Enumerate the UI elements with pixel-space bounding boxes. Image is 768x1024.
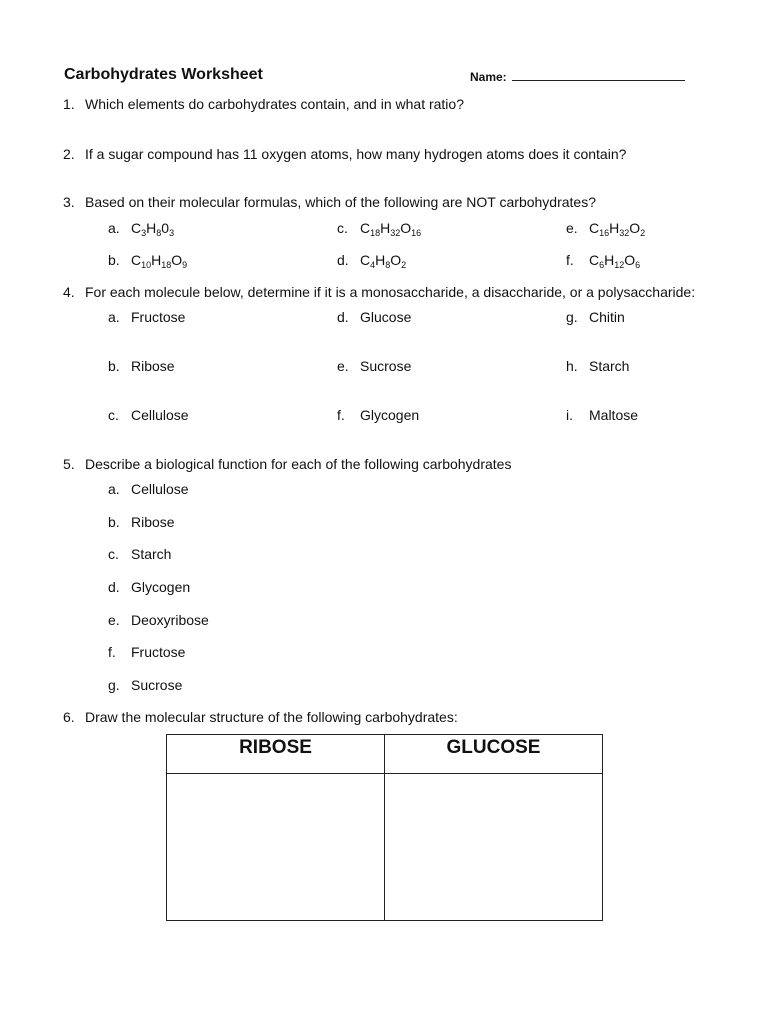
worksheet-title: Carbohydrates Worksheet [64,66,263,83]
glucose-header: GLUCOSE [385,735,603,774]
question-number: 6. [63,709,75,725]
ribose-header: RIBOSE [167,735,385,774]
question-number: 5. [63,456,75,472]
question-text: Describe a biological function for each of the following carbohydrates [85,456,512,472]
question-text: Draw the molecular structure of the following carbohydrates: [85,709,458,725]
question-text: Based on their molecular formulas, which of the following are NOT carbohydrates? [85,194,596,210]
question-text: If a sugar compound has 11 oxygen atoms, how many hydrogen atoms does it contain? [85,146,627,162]
question-number: 4. [63,284,75,300]
question-text: Which elements do carbohydrates contain, and in what ratio? [85,96,464,112]
name-label: Name: [470,70,507,84]
ribose-drawing-cell[interactable] [167,774,385,921]
question-text: For each molecule below, determine if it is a monosaccharide, a disaccharide, or a polysaccharide: [85,284,696,300]
glucose-drawing-cell[interactable] [385,774,603,921]
question-number: 3. [63,194,75,210]
question-number: 2. [63,146,75,162]
question-number: 1. [63,96,75,112]
name-blank-line[interactable] [512,80,685,81]
structure-drawing-table [166,734,603,921]
